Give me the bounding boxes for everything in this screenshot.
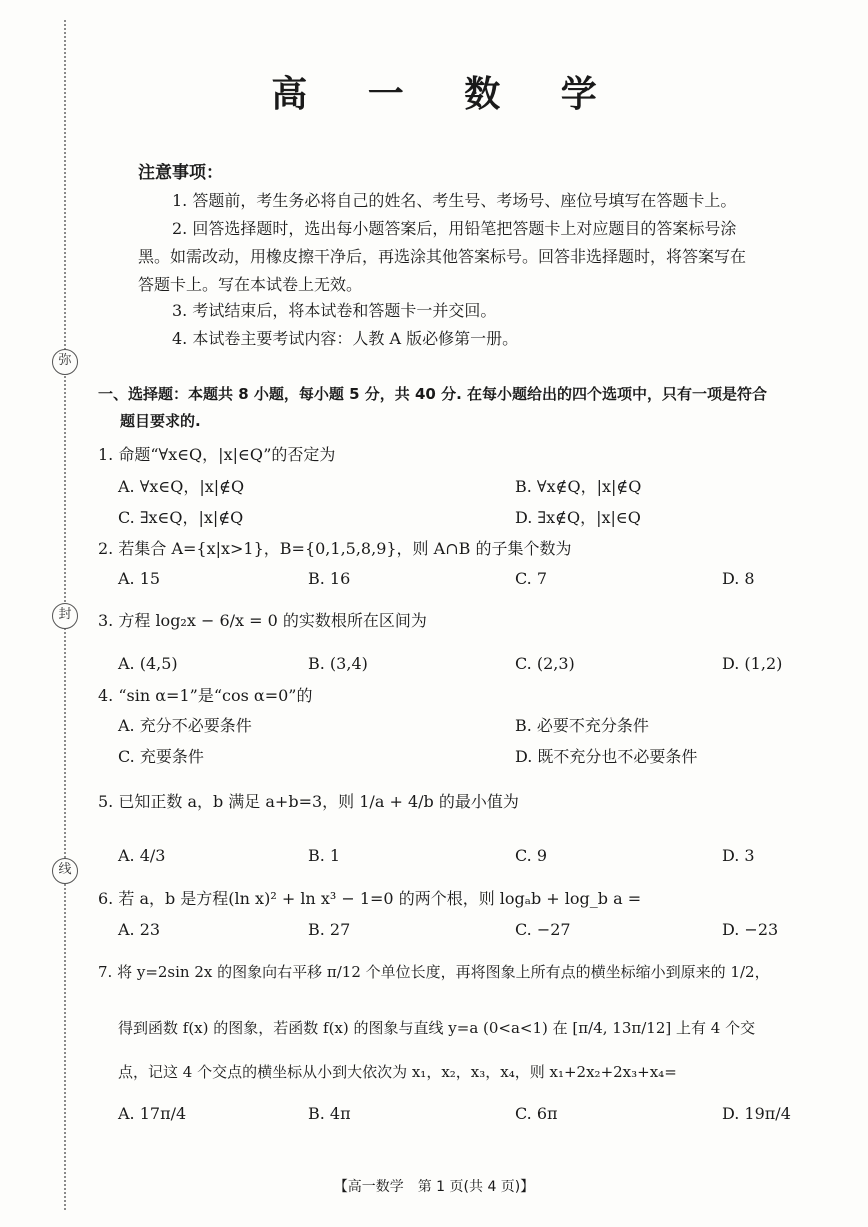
notice-heading: 注意事项： [138,163,223,183]
page-footer: 【高一数学 第 1 页(共 4 页)】 [333,1179,535,1195]
question-7-stem-line-3: 点，记这 4 个交点的横坐标从小到大依次为 x₁，x₂，x₃，x₄，则 x₁+2x₂+2x₃+x₄= [118,1063,677,1081]
question-4-stem: 4. “sin α=1”是“cos α=0”的 [98,686,313,705]
question-6-stem: 6. 若 a，b 是方程(ln x)² + ln x³ − 1=0 的两个根，则 logₐb + log_b a = [98,889,642,908]
question-7-stem-line-1: 7. 将 y=2sin 2x 的图象向右平移 π/12 个单位长度，再将图象上所有点的横坐标缩小到原来的 1/2， [98,963,770,981]
notice-line-5: 3. 考试结束后，将本试卷和答题卡一并交回。 [172,301,497,320]
question-4-option-b[interactable]: B. 必要不充分条件 [515,716,649,735]
question-3-stem: 3. 方程 log₂x − 6/x = 0 的实数根所在区间为 [98,611,427,630]
question-7-option-d[interactable]: D. 19π/4 [722,1104,791,1123]
question-4-option-a[interactable]: A. 充分不必要条件 [118,716,252,735]
question-2-option-a[interactable]: A. 15 [118,569,161,588]
notice-line-6: 4. 本试卷主要考试内容：人教 A 版必修第一册。 [172,329,519,348]
question-6-option-b[interactable]: B. 27 [308,920,351,939]
question-2-stem: 2. 若集合 A={x|x>1}，B={0,1,5,8,9}，则 A∩B 的子集个数为 [98,539,572,558]
question-5-option-b[interactable]: B. 1 [308,846,341,865]
question-6-option-a[interactable]: A. 23 [118,920,161,939]
notice-line-1: 1. 答题前，考生务必将自己的姓名、考生号、考场号、座位号填写在答题卡上。 [172,191,737,210]
question-5-option-c[interactable]: C. 9 [515,846,548,865]
question-2-option-b[interactable]: B. 16 [308,569,351,588]
question-5-stem: 5. 已知正数 a，b 满足 a+b=3，则 1/a + 4/b 的最小值为 [98,792,519,811]
binding-mark-xian: 线 [52,858,78,884]
question-3-option-a[interactable]: A. (4,5) [118,654,178,673]
binding-mark-feng: 封 [52,603,78,629]
question-3-option-d[interactable]: D. (1,2) [722,654,783,673]
page-title: 高 一 数 学 [271,74,621,115]
question-5-option-d[interactable]: D. 3 [722,846,755,865]
question-4-option-d[interactable]: D. 既不充分也不必要条件 [515,747,698,766]
question-3-option-b[interactable]: B. (3,4) [308,654,368,673]
question-6-option-d[interactable]: D. −23 [722,920,779,939]
binding-mark-mi: 弥 [52,349,78,375]
question-1-option-b[interactable]: B. ∀x∉Q，|x|∉Q [515,477,642,496]
question-7-option-c[interactable]: C. 6π [515,1104,558,1123]
question-3-option-c[interactable]: C. (2,3) [515,654,575,673]
question-7-stem-line-2: 得到函数 f(x) 的图象，若函数 f(x) 的图象与直线 y=a (0<a<1) 在 [π/4, 13π/12] 上有 4 个交 [118,1019,756,1037]
notice-line-3: 黑。如需改动，用橡皮擦干净后，再选涂其他答案标号。回答非选择题时，将答案写在 [138,247,747,266]
notice-line-2: 2. 回答选择题时，选出每小题答案后，用铅笔把答题卡上对应题目的答案标号涂 [172,219,737,238]
question-1-option-d[interactable]: D. ∃x∉Q，|x|∈Q [515,508,641,527]
question-1-stem: 1. 命题“∀x∈Q，|x|∈Q”的否定为 [98,445,336,464]
question-2-option-d[interactable]: D. 8 [722,569,755,588]
notice-line-4: 答题卡上。写在本试卷上无效。 [138,275,363,294]
question-6-option-c[interactable]: C. −27 [515,920,571,939]
question-5-option-a[interactable]: A. 4/3 [118,846,166,865]
question-7-option-b[interactable]: B. 4π [308,1104,351,1123]
question-4-option-c[interactable]: C. 充要条件 [118,747,204,766]
question-1-option-a[interactable]: A. ∀x∈Q，|x|∉Q [118,477,245,496]
question-2-option-c[interactable]: C. 7 [515,569,548,588]
section-heading-cont: 题目要求的. [120,412,201,430]
question-1-option-c[interactable]: C. ∃x∈Q，|x|∉Q [118,508,244,527]
section-heading: 一、选择题：本题共 8 小题，每小题 5 分，共 40 分. 在每小题给出的四个选项中，只有一项是符合 [98,385,768,403]
question-7-option-a[interactable]: A. 17π/4 [118,1104,187,1123]
